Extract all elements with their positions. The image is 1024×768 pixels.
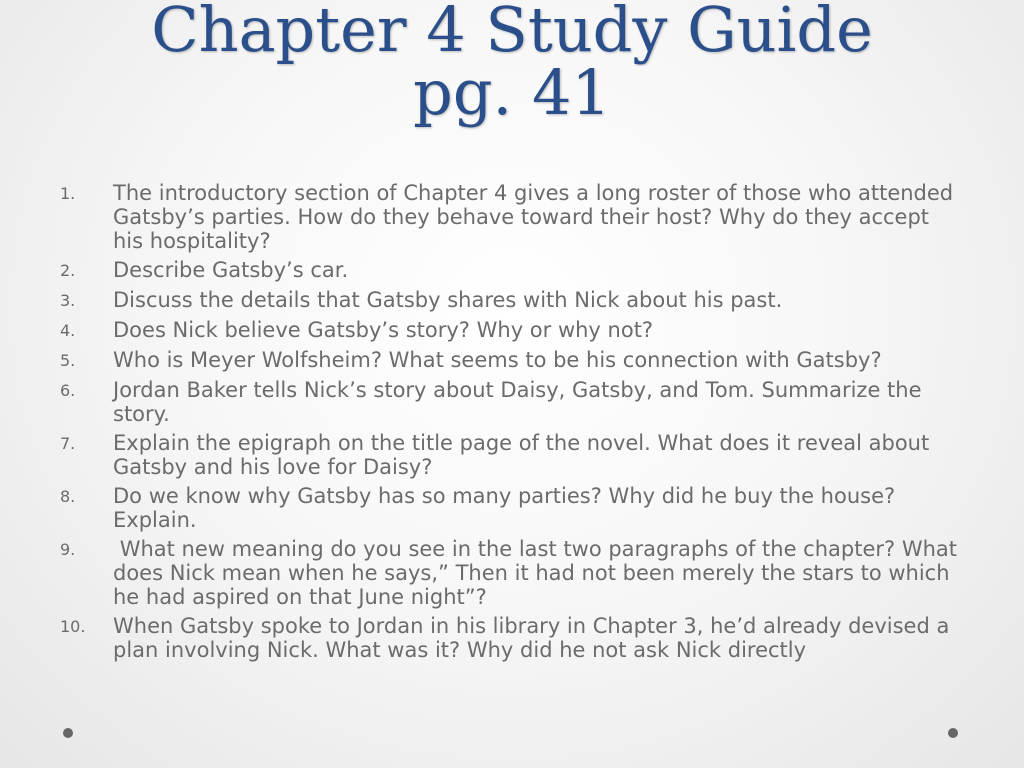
question-number: 9. [60,540,76,559]
question-number: 7. [60,434,76,453]
question-text: Jordan Baker tells Nick’s story about Daisy, Gatsby, and Tom. Summarize the story. [113,378,929,426]
question-number: 1. [60,184,76,203]
question-number: 8. [60,487,76,506]
question-item [60,348,960,373]
question-number: 2. [60,261,76,280]
question-text: Does Nick believe Gatsby’s story? Why or why not? [113,318,654,342]
question-text: What new meaning do you see in the last two paragraphs of the chapter? What does Nick mean when he says,” Then it had not been merely the stars to which he had aspired on that June night”? [113,537,964,609]
question-item [60,431,960,479]
title-line-1: Chapter 4 Study Guide [151,0,873,66]
question-list [60,181,964,667]
question-item [60,378,960,426]
question-text: Discuss the details that Gatsby shares with Nick about his past. [113,288,783,312]
question-item [60,537,964,609]
question-number: 10. [60,617,86,636]
question-item [60,288,960,313]
question-text: Who is Meyer Wolfsheim? What seems to be his connection with Gatsby? [113,348,882,372]
question-text: Explain the epigraph on the title page of the novel. What does it reveal about Gatsby and his love for Daisy? [113,431,936,479]
question-number: 6. [60,381,76,400]
question-number: 4. [60,321,76,340]
title-line-2: pg. 41 [413,56,611,130]
decorative-dot-left [63,728,73,738]
slide-title [0,0,1024,130]
question-number: 3. [60,291,76,310]
decorative-dot-right [948,728,958,738]
question-item [60,484,960,532]
question-text: When Gatsby spoke to Jordan in his library in Chapter 3, he’d already devised a plan involving Nick. What was it? Why did he not ask Nick directly [113,614,957,662]
question-text: Describe Gatsby’s car. [113,258,349,282]
question-item [60,181,960,253]
question-item [60,318,960,343]
question-text: The introductory section of Chapter 4 gives a long roster of those who attended Gatsby’s parties. How do they behave toward their host? Why do they accept his hospitality? [113,181,960,253]
question-item [60,614,960,662]
question-number: 5. [60,351,76,370]
question-text: Do we know why Gatsby has so many parties? Why did he buy the house? Explain. [113,484,902,532]
question-item [60,258,960,283]
